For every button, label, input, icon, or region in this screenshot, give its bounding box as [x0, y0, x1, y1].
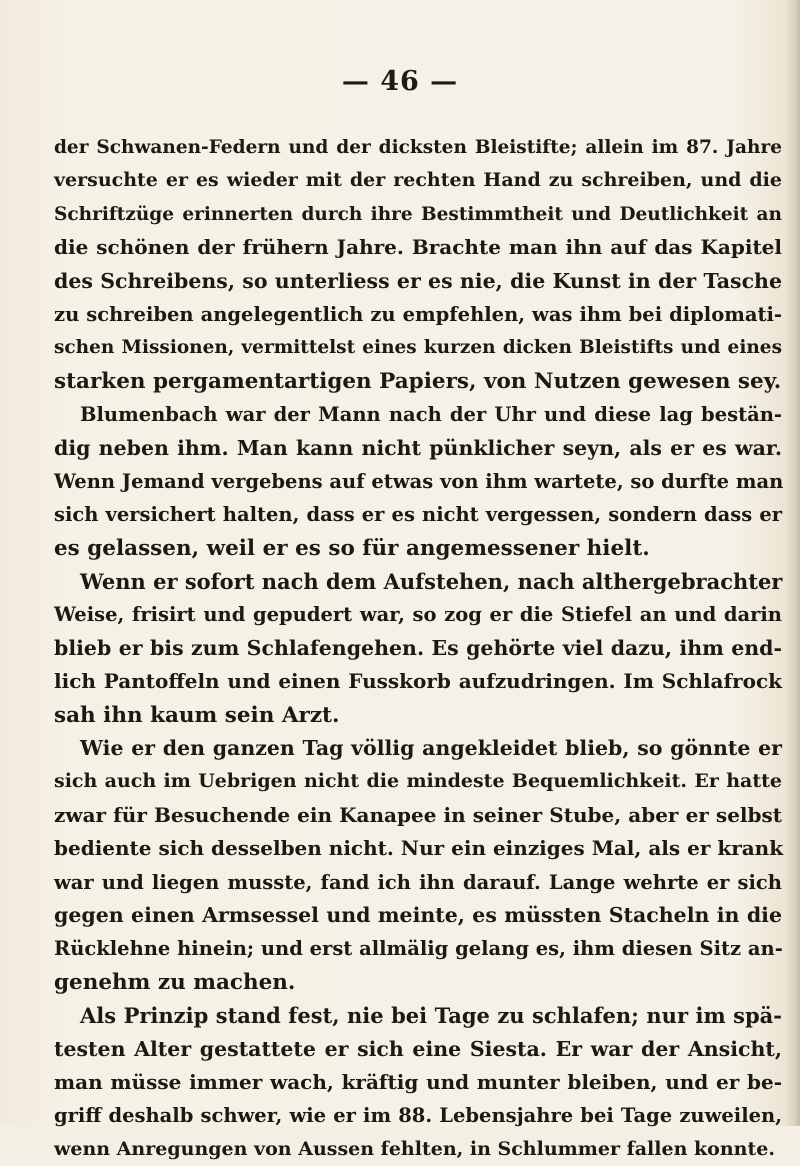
text-line: gegen einen Armsessel und meinte, es müssten Stacheln in die: [54, 902, 782, 927]
text-line: blieb er bis zum Schlafengehen. Es gehörte viel dazu, ihm end-: [54, 635, 782, 660]
text-line: versuchte er es wieder mit der rechten Hand zu schreiben, und die: [54, 169, 782, 192]
text-line: die schönen der frühern Jahre. Brachte man ihn auf das Kapitel: [54, 235, 782, 260]
text-line: bediente sich desselben nicht. Nur ein einziges Mal, als er krank: [54, 836, 784, 861]
text-line: war und liegen musste, fand ich ihn darauf. Lange wehrte er sich: [54, 870, 782, 894]
text-line: der Schwanen-Federn und der dicksten Bleistifte; allein im 87. Jahre: [54, 137, 782, 158]
text-line: des Schreibens, so unterliess er es nie, die Kunst in der Tasche: [54, 268, 782, 293]
text-line: man müsse immer wach, kräftig und munter bleiben, und er be-: [54, 1069, 782, 1094]
text-line: Wenn er sofort nach dem Aufstehen, nach althergebrachter: [80, 569, 783, 595]
text-line: griff deshalb schwer, wie er im 88. Lebensjahre bei Tage zuweilen,: [54, 1104, 782, 1128]
text-line: testen Alter gestattete er sich eine Siesta. Er war der Ansicht,: [54, 1036, 782, 1061]
text-line: wenn Anregungen von Aussen fehlten, in Schlummer fallen konnte.: [54, 1137, 775, 1160]
text-line: es gelassen, weil er es so für angemessener hielt.: [54, 535, 650, 561]
page-number: — 46 —: [341, 66, 459, 97]
text-line: genehm zu machen.: [54, 969, 296, 995]
text-line: zu schreiben angelegentlich zu empfehlen, was ihm bei diplomati-: [54, 302, 782, 326]
text-line: starken pergamentartigen Papiers, von Nutzen gewesen sey.: [54, 368, 782, 394]
text-line: Blumenbach war der Mann nach der Uhr und diese lag bestän-: [80, 403, 782, 427]
text-line: schen Missionen, vermittelst eines kurzen dicken Bleistifts und eines: [54, 337, 782, 359]
text-line: Wenn Jemand vergebens auf etwas von ihm wartete, so durfte man: [54, 469, 784, 493]
text-line: sich auch im Uebrigen nicht die mindeste Bequemlichkeit. Er hatte: [54, 770, 782, 793]
text-line: lich Pantoffeln und einen Fusskorb aufzudringen. Im Schlafrock: [54, 669, 782, 694]
page-edge-shadow: [786, 0, 800, 1126]
text-line: Schriftzüge erinnerten durch ihre Bestimmtheit und Deutlichkeit an: [54, 203, 782, 225]
text-line: sah ihn kaum sein Arzt.: [54, 702, 340, 728]
text-line: Als Prinzip stand fest, nie bei Tage zu schlafen; nur im spä-: [80, 1003, 782, 1029]
body-text: [54, 131, 782, 1166]
text-line: sich versichert halten, dass er es nicht vergessen, sondern dass er: [54, 503, 782, 527]
text-line: Weise, frisirt und gepudert war, so zog er die Stiefel an und darin: [54, 603, 782, 627]
text-line: dig neben ihm. Man kann nicht pünklicher seyn, als er es war.: [54, 435, 782, 460]
text-line: zwar für Besuchende ein Kanapee in seiner Stube, aber er selbst: [54, 802, 782, 827]
text-line: Rücklehne hinein; und erst allmälig gelang es, ihm diesen Sitz an-: [54, 937, 783, 961]
text-line: Wie er den ganzen Tag völlig angekleidet blieb, so gönnte er: [80, 736, 782, 761]
